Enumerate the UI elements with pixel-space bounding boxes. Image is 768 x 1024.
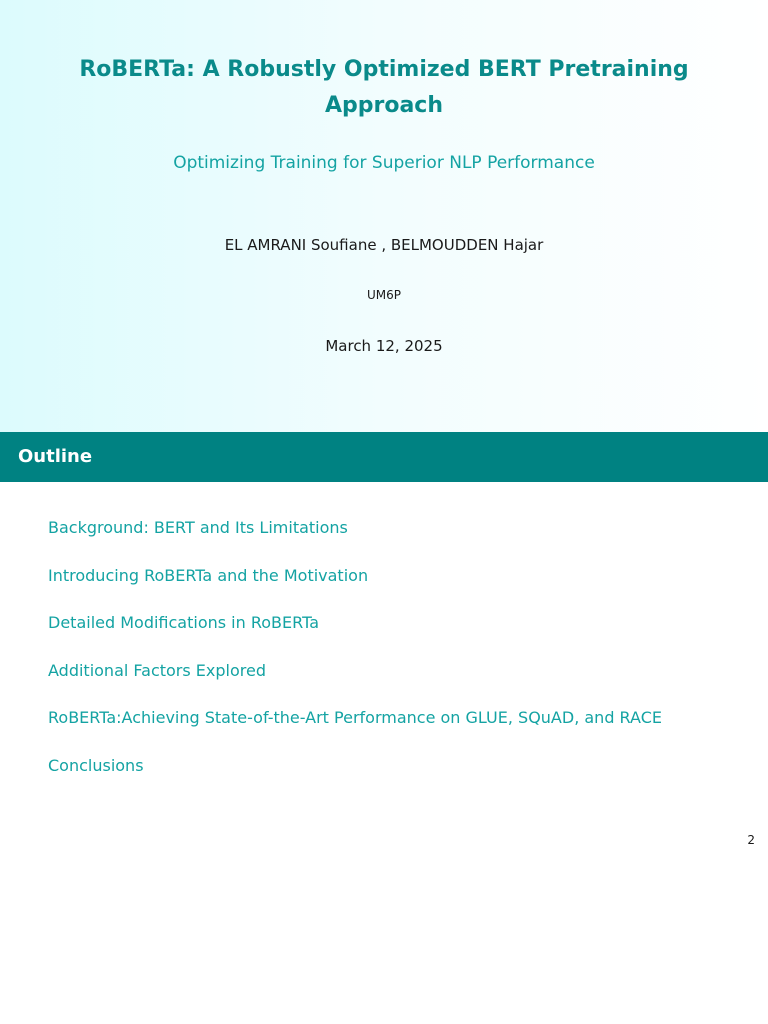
outline-item-background[interactable]: Background: BERT and Its Limitations: [48, 518, 348, 537]
presentation-subtitle: Optimizing Training for Superior NLP Performance: [173, 153, 595, 173]
outline-item-introducing-roberta[interactable]: Introducing RoBERTa and the Motivation: [48, 565, 369, 585]
page-number: 2: [747, 833, 755, 847]
presentation-date: March 12, 2025: [325, 337, 443, 355]
title-slide: [0, 0, 768, 432]
outline-item-conclusions[interactable]: Conclusions: [48, 755, 144, 775]
outline-item-detailed-modifications[interactable]: Detailed Modifications in RoBERTa: [48, 613, 319, 632]
authors: EL AMRANI Soufiane , BELMOUDDEN Hajar: [224, 236, 544, 254]
institute: UM6P: [366, 288, 401, 302]
outline-slide: [0, 432, 768, 864]
presentation-title: RoBERTa: A Robustly Optimized BERT Pretraining Approach: [79, 57, 689, 118]
outline-list: [48, 518, 662, 803]
outline-item-additional-factors[interactable]: Additional Factors Explored: [48, 660, 266, 680]
frame-title-bar: [0, 432, 768, 482]
frame-title: Outline: [18, 446, 93, 467]
outline-item-state-of-the-art[interactable]: RoBERTa:Achieving State-of-the-Art Performance on GLUE, SQuAD, and RACE: [48, 708, 662, 727]
